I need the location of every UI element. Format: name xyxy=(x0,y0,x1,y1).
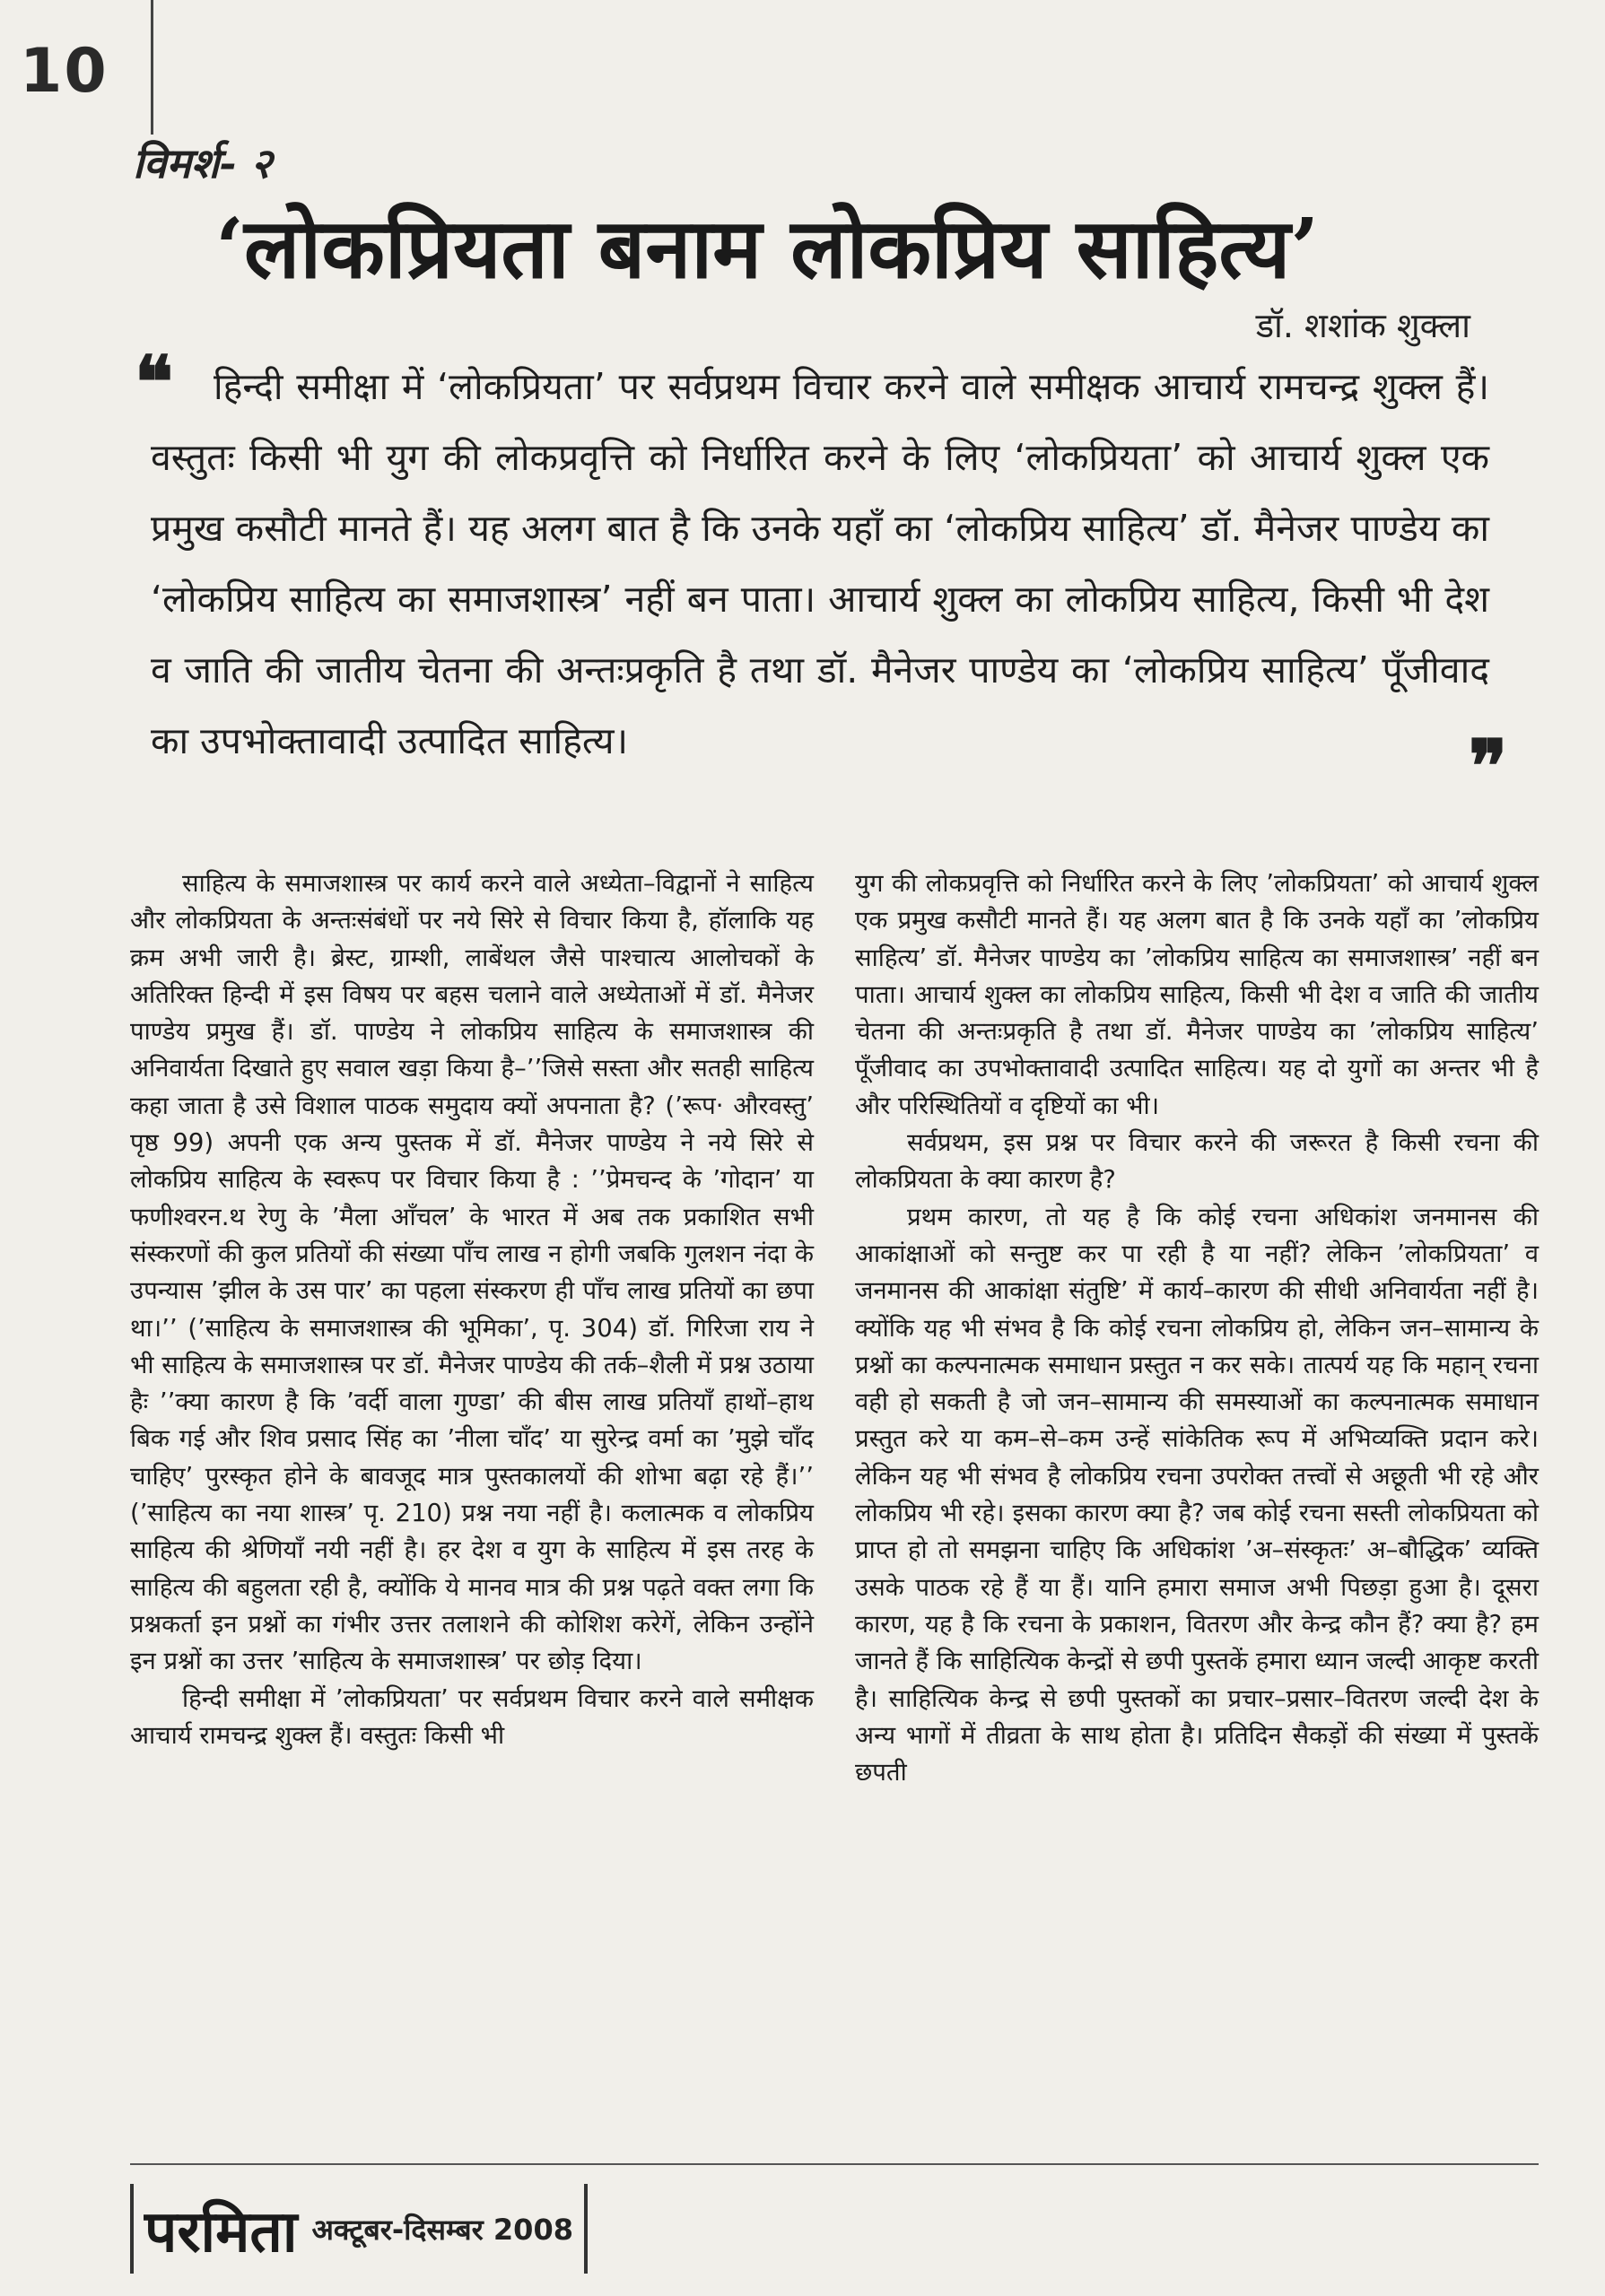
issue-date: अक्टूबर-दिसम्बर 2008 xyxy=(311,2212,573,2247)
paragraph: हिन्दी समीक्षा में ’लोकप्रियता’ पर सर्वप्रथम विचार करने वाले समीक्षक आचार्य रामचन्द्र शुक्ल हैं। वस्तुतः किसी भी xyxy=(130,1683,814,1750)
footer-rule xyxy=(130,2163,1539,2165)
paragraph: युग की लोकप्रवृत्ति को निर्धारित करने के लिए ’लोकप्रियता’ को आचार्य शुक्ल एक प्रमुख कसौटी मानते हैं। यह अलग बात है कि उनके यहाँ का ’लोकप्रिय साहित्य’ डॉ. मैनेजर पाण्डेय का ’लोकप्रिय साहित्य का समाजशास्त्र’ नहीं बन पाता। आचार्य शुक्ल का लोकप्रिय साहित्य, किसी भी देश व जाति की जातीय चेतना की अन्तःप्रकृति है तथा डॉ. मैनेजर पाण्डेय का ’लोकप्रिय साहित्य’ पूँजीवाद का उपभोक्तावादी उत्पादित साहित्य। यह दो युगों का अन्तर भी है और परिस्थितियों व दृष्टियों का भी। xyxy=(855,869,1539,1120)
column-left xyxy=(130,865,814,2135)
open-quote-icon: ❝ xyxy=(135,340,174,424)
footer xyxy=(130,2179,588,2278)
page-number: 10 xyxy=(20,36,109,107)
article-body xyxy=(130,865,1539,2135)
magazine-logo: परमिता xyxy=(144,2197,298,2266)
pull-quote xyxy=(135,340,1507,808)
column-right xyxy=(855,865,1539,2135)
section-kicker: विमर्श- २ xyxy=(133,139,273,187)
article-author: डॉ. शशांक शुक्ला xyxy=(1255,306,1470,345)
paragraph: सर्वप्रथम, इस प्रश्न पर विचार करने की जरूरत है किसी रचना की लोकप्रियता के क्या कारण है? xyxy=(855,1128,1539,1195)
paragraph: साहित्य के समाजशास्त्र पर कार्य करने वाले अध्येता–विद्वानों ने साहित्य और लोकप्रियता के अन्तःसंबंधों पर नये सिरे से विचार किया है, हॉलाकि यह क्रम अभी जारी है। ब्रेस्ट, ग्राम्शी, लाबेंथल जैसे पाश्चात्य आलोचकों के अतिरिक्त हिन्दी में इस विषय पर बहस चलाने वाले अध्येताओं में डॉ. मैनेजर पाण्डेय प्रमुख हैं। डॉ. पाण्डेय ने लोकप्रिय साहित्य के समाजशास्त्र की अनिवार्यता दिखाते हुए सवाल खड़ा किया है–’’जिसे सस्ता और सतही साहित्य कहा जाता है उसे विशाल पाठक समुदाय क्यों अपनाता है? (’रूप· औरवस्तु’ पृष्ठ 99) अपनी एक अन्य पुस्तक में डॉ. मैनेजर पाण्डेय ने नये सिरे से लोकप्रिय साहित्य के स्वरूप पर विचार किया है : ’’प्रेमचन्द के ’गोदान’ या फणीश्वरन.थ रेणु के ’मैला आँचल’ के भारत में अब तक प्रकाशित सभी संस्करणों की कुल प्रतियों की संख्या पाँच लाख न होगी जबकि गुलशन नंदा के उपन्यास ’झील के उस पार’ का पहला संस्करण ही पाँच लाख प्रतियों का छपा था।’’ (’साहित्य के समाजशास्त्र की भूमिका’, पृ. 304) डॉ. गिरिजा राय ने भी साहित्य के समाजशास्त्र पर डॉ. मैनेजर पाण्डेय की तर्क–शैली में प्रश्न उठाया हैः ’’क्या कारण है कि ’वर्दी वाला गुण्डा’ की बीस लाख प्रतियाँ हाथों–हाथ बिक गई और शिव प्रसाद सिंह का ’नीला चाँद’ या सुरेन्द्र वर्मा का ’मुझे चाँद चाहिए’ पुरस्कृत होने के बावजूद मात्र पुस्तकालयों की शोभा बढ़ा रहे हैं।’’ (’साहित्य का नया शास्त्र’ पृ. 210) प्रश्न नया नहीं है। कलात्मक व लोकप्रिय साहित्य की श्रेणियाँ नयी नहीं है। हर देश व युग के साहित्य में इस तरह के साहित्य की बहुलता रही है, क्योंकि ये मानव मात्र की प्रश्न पढ़ते वक्त लगा कि प्रश्नकर्ता इन प्रश्नों का गंभीर उत्तर तलाशने की कोशिश करेगें, लेकिन उन्होंने इन प्रश्नों का उत्तर ’साहित्य के समाजशास्त्र’ पर छोड़ दिया। xyxy=(130,869,814,1676)
footer-divider xyxy=(130,2184,134,2274)
article-title: ‘लोकप्रियता बनाम लोकप्रिय साहित्य’ xyxy=(215,200,1320,297)
close-quote-icon: ❞ xyxy=(1468,724,1507,808)
header-rule xyxy=(151,0,153,135)
paragraph: प्रथम कारण, तो यह है कि कोई रचना अधिकांश जनमानस की आकांक्षाओं को सन्तुष्ट कर पा रही है या नहीं? लेकिन ’लोकप्रियता’ व जनमानस की आकांक्षा संतुष्टि’ में कार्य–कारण की सीधी अनिवार्यता नहीं है। क्योंकि यह भी संभव है कि कोई रचना लोकप्रिय हो, लेकिन जन–सामान्य के प्रश्नों का कल्पनात्मक समाधान प्रस्तुत न कर सके। तात्पर्य यह कि महान् रचना वही हो सकती है जो जन–सामान्य की समस्याओं का कल्पनात्मक समाधान प्रस्तुत करे या कम–से–कम उन्हें सांकेतिक रूप में अभिव्यक्ति प्रदान करे। लेकिन यह भी संभव है लोकप्रिय रचना उपरोक्त तत्त्वों से अछूती भी रहे और लोकप्रिय भी रहे। इसका कारण क्या है? जब कोई रचना सस्ती लोकप्रियता को प्राप्त हो तो समझना चाहिए कि अधिकांश ’अ–संस्कृतः’ अ–बौद्धिक’ व्यक्ति उसके पाठक रहे हैं या हैं। यानि हमारा समाज अभी पिछड़ा हुआ है। दूसरा कारण, यह है कि रचना के प्रकाशन, वितरण और केन्द्र कौन हैं? क्या है? हम जानते हैं कि साहित्यिक केन्द्रों से छपी पुस्तकें हमारा ध्यान जल्दी आकृष्ट करती है। साहित्यिक केन्द्र से छपी पुस्तकों का प्रचार–प्रसार–वितरण जल्दी देश के अन्य भागों में तीव्रता के साथ होता है। प्रतिदिन सैकड़ों की संख्या में पुस्तकें छपती xyxy=(855,1202,1539,1787)
pull-quote-text: हिन्दी समीक्षा में ‘लोकप्रियता’ पर सर्वप्रथम विचार करने वाले समीक्षक आचार्य रामचन्द्र शुक्ल हैं। वस्तुतः किसी भी युग की लोकप्रवृत्ति को निर्धारित करने के लिए ‘लोकप्रियता’ को आचार्य शुक्ल एक प्रमुख कसौटी मानते हैं। यह अलग बात है कि उनके यहाँ का ‘लोकप्रिय साहित्य’ डॉ. मैनेजर पाण्डेय का ‘लोकप्रिय साहित्य का समाजशास्त्र’ नहीं बन पाता। आचार्य शुक्ल का लोकप्रिय साहित्य, किसी भी देश व जाति की जातीय चेतना की अन्तःप्रकृति है तथा डॉ. मैनेजर पाण्डेय का ‘लोकप्रिय साहित्य’ पूँजीवाद का उपभोक्तावादी उत्पादित साहित्य। xyxy=(151,365,1489,762)
footer-divider xyxy=(584,2184,588,2274)
